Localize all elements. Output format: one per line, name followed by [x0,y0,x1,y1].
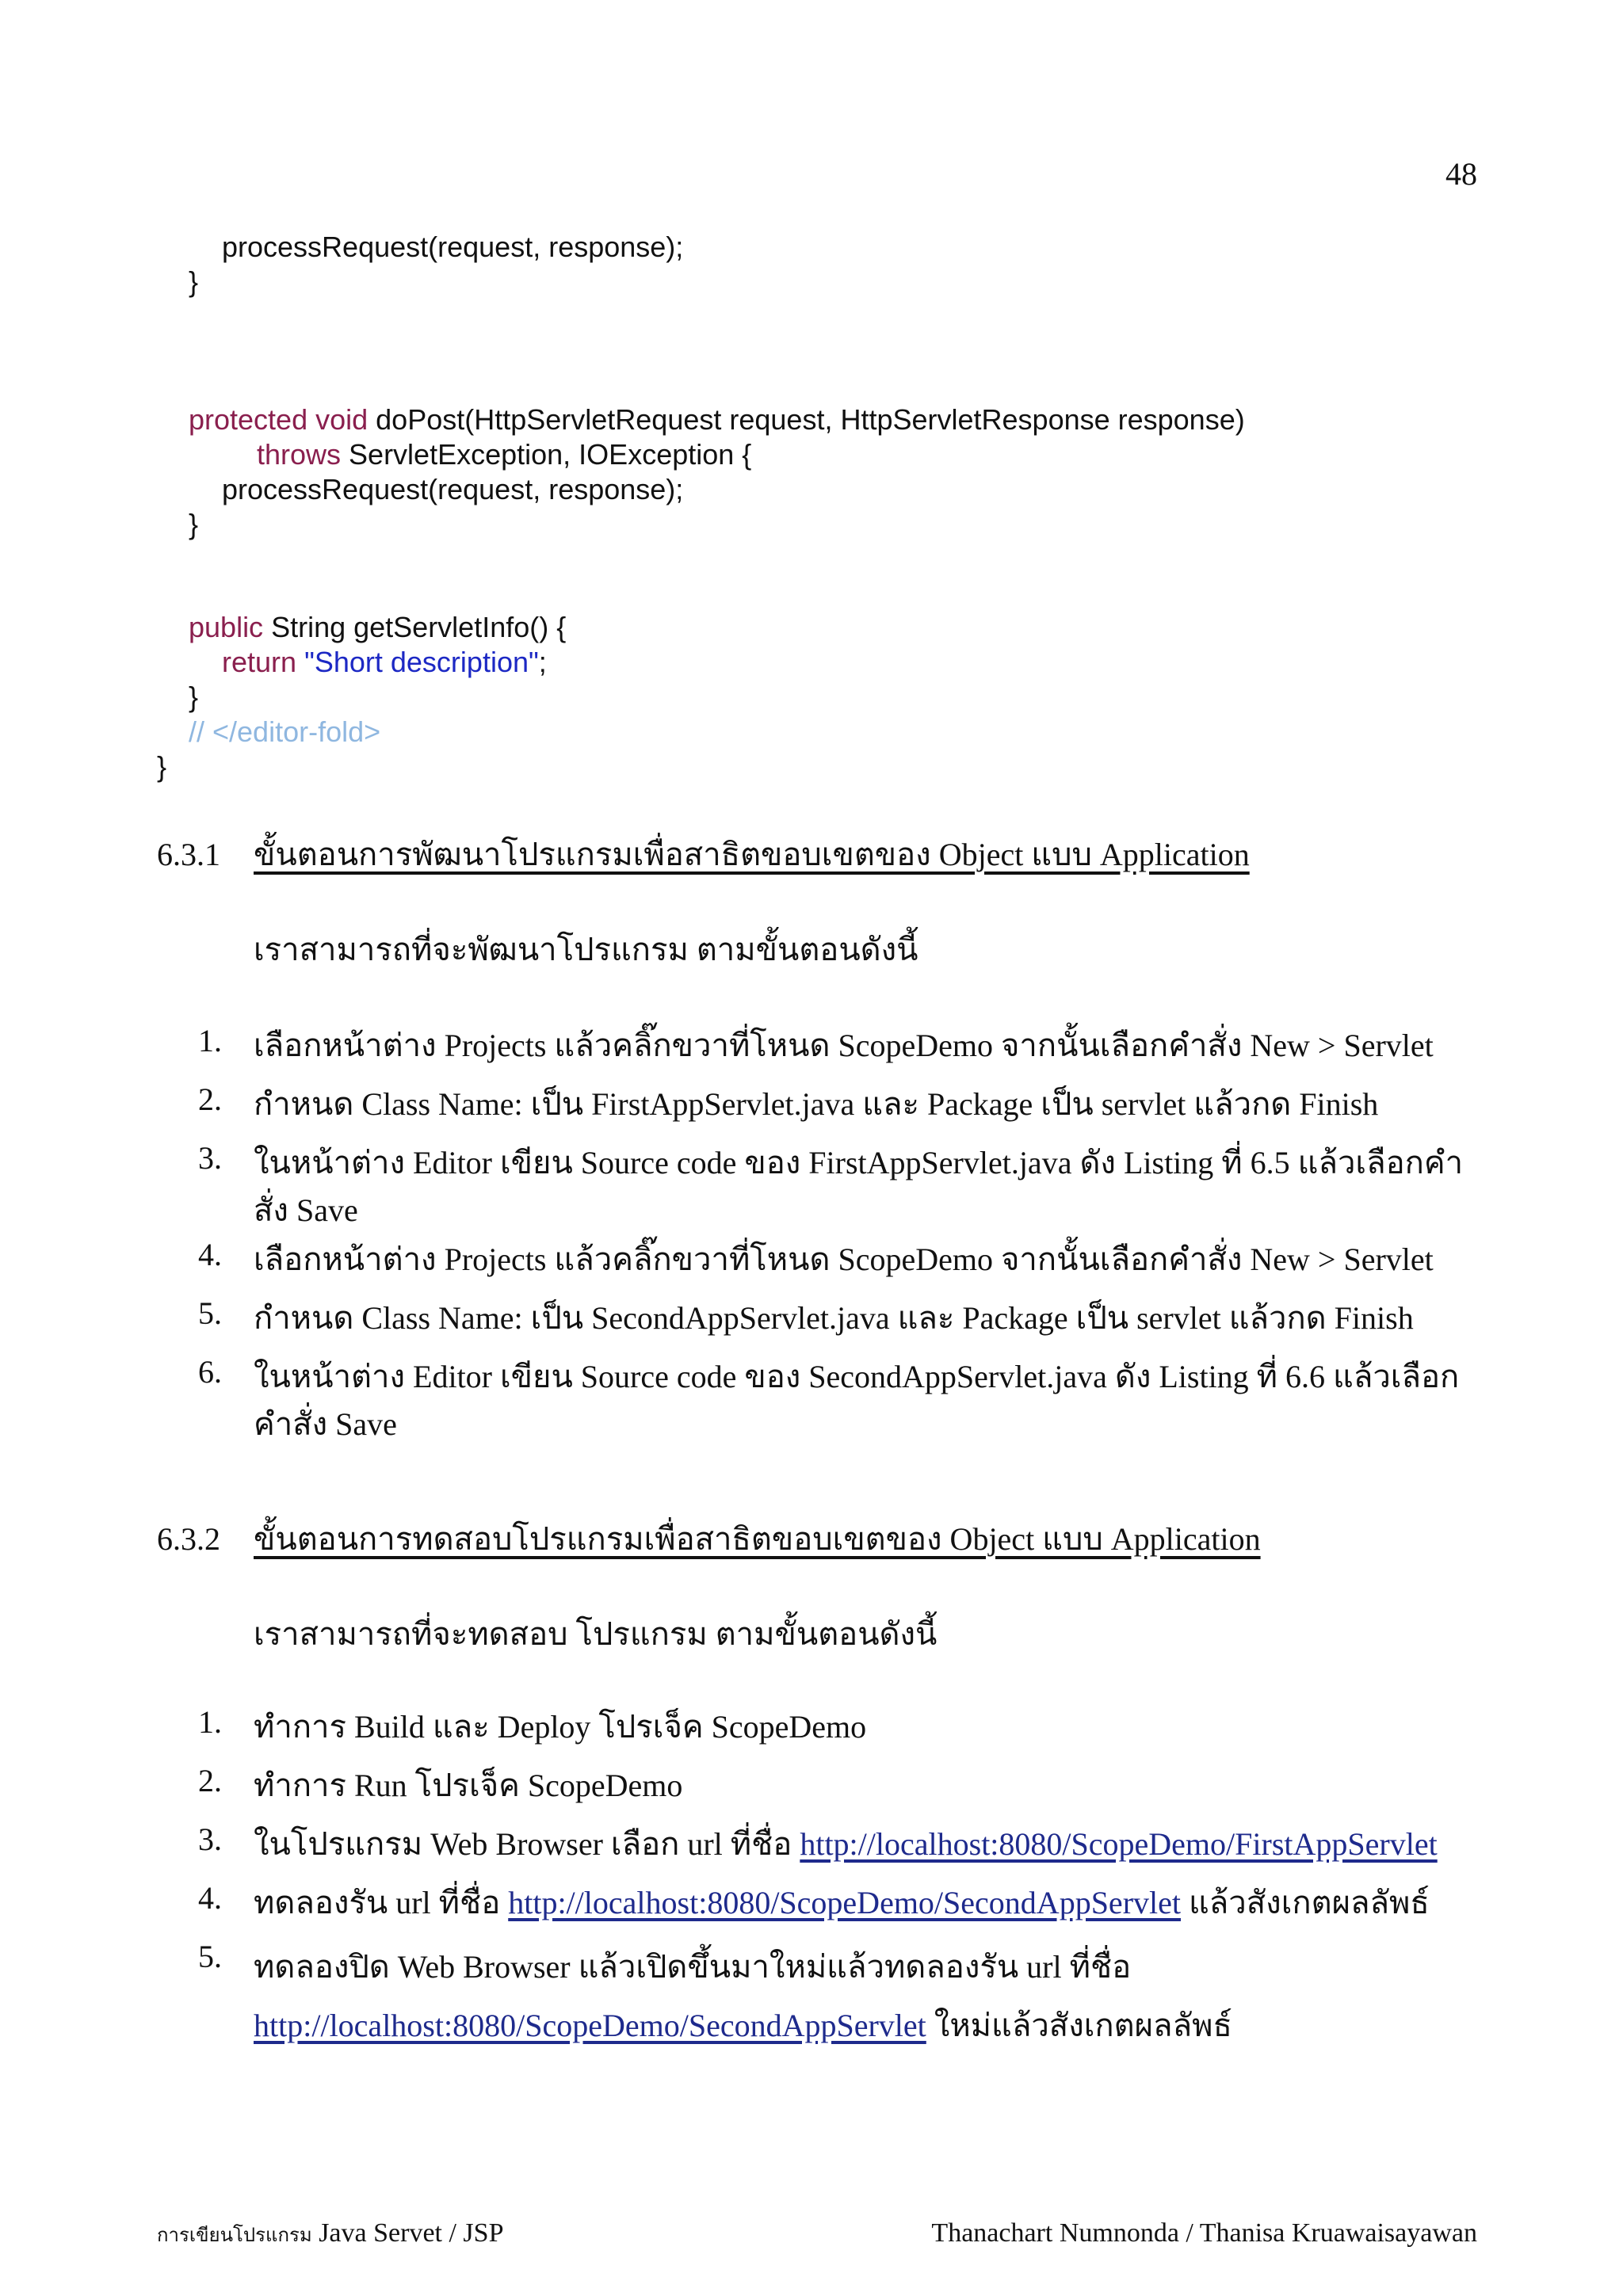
code-line [189,265,198,299]
step-number: 3. [198,1140,222,1176]
step-number: 6. [198,1354,222,1390]
step-number: 5. [198,1295,222,1331]
step-text-part: ทดลองรัน url ที่ชื่อ [254,1885,509,1920]
code-text: doPost(HttpServletRequest request, HttpServletResponse response) [368,403,1245,436]
section-number: 6.3.2 [157,1521,220,1557]
footer-authors: Thanachart Numnonda / Thanisa Kruawaisayawan [931,2218,1477,2248]
footer-thai-text: การเขียนโปรแกรม [157,2225,312,2246]
step-text: กำหนด Class Name: เป็น SecondAppServlet.java และ Package เป็น servlet แล้วกด Finish [254,1300,1414,1336]
code-line [222,645,547,680]
step-text: ในหน้าต่าง Editor เขียน Source code ของ FirstAppServlet.java ดัง Listing ที่ 6.5 แล้วเลือกคำสั่ง Save [254,1145,1464,1228]
url-link[interactable]: http://localhost:8080/ScopeDemo/SecondAppServlet [508,1885,1181,1920]
code-string: "Short description" [304,646,539,678]
step-text-part: ในโปรแกรม Web Browser เลือก url ที่ชื่อ [254,1826,800,1862]
step-text-part: ใหม่แล้วสังเกตผลลัพธ์ [926,2008,1232,2043]
code-line [189,507,198,542]
code-line [222,472,683,507]
code-line [189,402,1245,437]
code-line [257,437,751,472]
code-keyword: protected void [189,403,369,436]
code-keyword: public [189,611,264,643]
code-text: ServletException, IOException { [341,438,752,471]
code-text: } [189,265,199,298]
step-text-part: แล้วสังเกตผลลัพธ์ [1181,1885,1430,1920]
section-heading-6-3-2 [157,1513,1261,1564]
section-title: ขั้นตอนการพัฒนาโปรแกรมเพื่อสาธิตขอบเขตของ Object แบบ Application [254,837,1250,872]
step-number: 1. [198,1704,222,1740]
url-link[interactable]: http://localhost:8080/ScopeDemo/SecondAppServlet [254,2008,926,2043]
code-line [222,230,683,265]
step-number: 2. [198,1763,222,1798]
code-comment: // </editor-fold> [189,715,381,748]
page-number: 48 [1445,156,1477,192]
step-number: 3. [198,1821,222,1857]
step-text [254,1938,1490,2055]
code-line [189,680,198,715]
step-number: 1. [198,1023,222,1058]
section-intro: เราสามารถที่จะทดสอบ โปรแกรม ตามขั้นตอนดังนี้ [254,1616,938,1652]
step-number: 2. [198,1081,222,1117]
step-text: ในหน้าต่าง Editor เขียน Source code ของ SecondAppServlet.java ดัง Listing ที่ 6.6 แล้วเลือกคำสั่ง Save [254,1359,1460,1442]
code-keyword: throws [257,438,342,471]
section-number: 6.3.1 [157,837,220,872]
section-intro: เราสามารถที่จะพัฒนาโปรแกรม ตามขั้นตอนดังนี้ [254,932,918,967]
code-text: } [189,508,199,540]
url-link[interactable]: http://localhost:8080/ScopeDemo/FirstAppServlet [800,1826,1438,1862]
code-text: ; [538,646,547,678]
code-line [157,749,166,784]
step-number: 4. [198,1880,222,1916]
code-text: } [157,750,167,783]
step-text-part: ทดลองปิด Web Browser แล้วเปิดขึ้นมาใหม่แล้วทดลองรัน url ที่ชื่อ [254,1949,1132,1985]
code-line [189,610,566,645]
step-text: ทำการ Build และ Deploy โปรเจ็ค ScopeDemo [254,1709,867,1745]
code-keyword: return [222,646,297,678]
code-line [189,715,380,749]
section-heading-6-3-1 [157,829,1250,879]
step-text: เลือกหน้าต่าง Projects แล้วคลิ๊กขวาที่โหนด ScopeDemo จากนั้นเลือกคำสั่ง New > Servlet [254,1241,1434,1277]
code-text: processRequest(request, response); [222,473,684,505]
step-text [254,1821,1490,1868]
section-title: ขั้นตอนการทดสอบโปรแกรมเพื่อสาธิตขอบเขตของ Object แบบ Application [254,1521,1261,1557]
footer-course-text: Java Servet / JSP [311,2218,504,2248]
code-text: } [189,681,199,713]
step-text [254,1879,1490,1927]
footer-left [157,2218,503,2250]
step-text: กำหนด Class Name: เป็น FirstAppServlet.java และ Package เป็น servlet แล้วกด Finish [254,1086,1379,1122]
step-number: 5. [198,1939,222,1974]
code-text: String getServletInfo() { [263,611,567,643]
code-text: processRequest(request, response); [222,231,684,263]
step-text: ทำการ Run โปรเจ็ค ScopeDemo [254,1768,683,1803]
step-number: 4. [198,1237,222,1272]
step-text: เลือกหน้าต่าง Projects แล้วคลิ๊กขวาที่โหนด ScopeDemo จากนั้นเลือกคำสั่ง New > Servlet [254,1028,1434,1063]
